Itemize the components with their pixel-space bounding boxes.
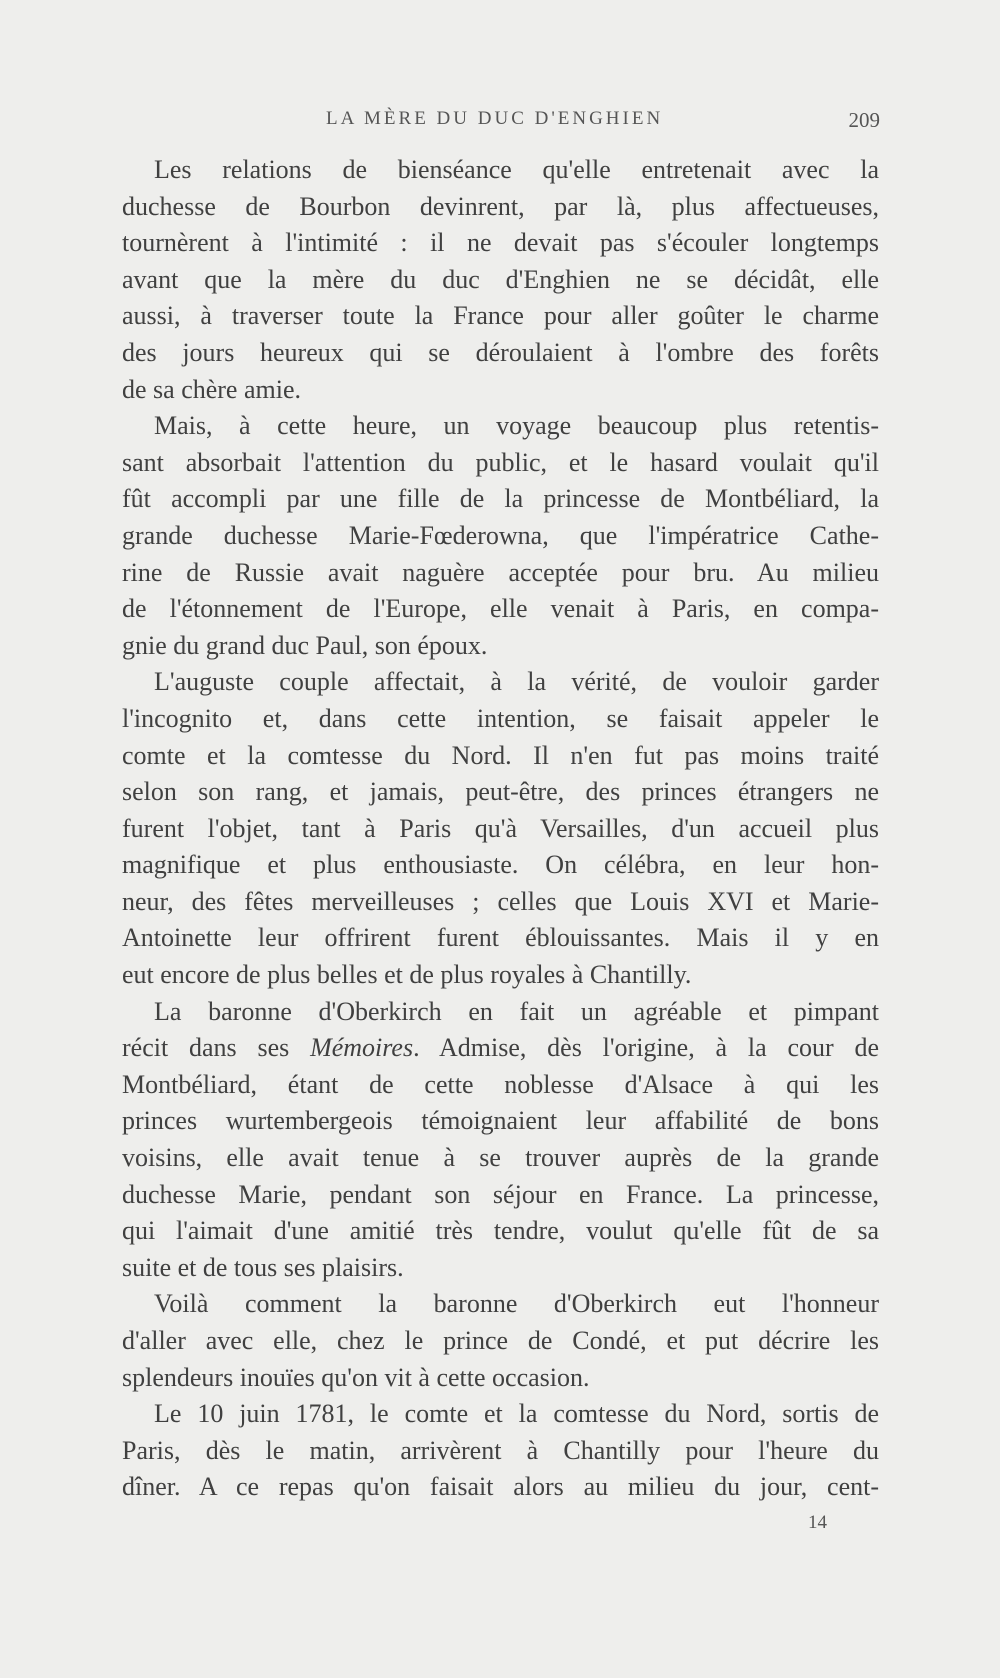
text-line: Voilà comment la baronne d'Oberkirch eut l'honneur: [154, 1289, 879, 1319]
paragraph-5: [122, 1286, 879, 1396]
text-line: rine de Russie avait naguère acceptée pour bru. Au milieu: [122, 557, 879, 587]
page-header: [120, 108, 880, 140]
text-line: La baronne d'Oberkirch en fait un agréable et pimpant: [154, 996, 879, 1026]
text-fragment: récit dans ses: [122, 1033, 311, 1063]
text-line: avant que la mère du duc d'Enghien ne se décidât, elle: [122, 264, 879, 294]
text-line: furent l'objet, tant à Paris qu'à Versailles, d'un accueil plus: [122, 813, 879, 843]
book-title-memoires: Mémoires: [310, 1033, 414, 1063]
text-line: Les relations de bienséance qu'elle entretenait avec la: [154, 155, 879, 184]
text-line: neur, des fêtes merveilleuses ; celles que Louis XVI et Marie-: [122, 886, 879, 916]
running-head: LA MÈRE DU DUC D'ENGHIEN: [326, 108, 664, 129]
text-line: qui l'aimait d'une amitié très tendre, voulut qu'elle fût de sa: [122, 1216, 879, 1246]
text-line: voisins, elle avait tenue à se trouver auprès de la grande: [122, 1143, 879, 1173]
text-line: duchesse de Bourbon devinrent, par là, plus affectueuses,: [122, 191, 879, 221]
text-line: eut encore de plus belles et de plus royales à Chantilly.: [122, 960, 692, 990]
text-line: sant absorbait l'attention du public, et le hasard voulait qu'il: [122, 447, 879, 477]
text-line: des jours heureux qui se déroulaient à l'ombre des forêts: [122, 337, 879, 367]
paragraph-4: [122, 994, 879, 1287]
text-line: princes wurtembergeois témoignaient leur affabilité de bons: [122, 1106, 879, 1136]
text-line: L'auguste couple affectait, à la vérité, de vouloir garder: [154, 667, 879, 697]
page-number: 209: [848, 108, 880, 132]
text-line: comte et la comtesse du Nord. Il n'en fut pas moins traité: [122, 740, 879, 770]
text-line: d'aller avec elle, chez le prince de Condé, et put décrire les: [122, 1326, 879, 1355]
paragraph-1: [122, 152, 879, 408]
text-line: tournèrent à l'intimité : il ne devait pas s'écouler longtemps: [122, 228, 879, 258]
body-text: [122, 152, 879, 1506]
text-line: fût accompli par une fille de la princesse de Montbéliard, la: [122, 484, 879, 514]
text-line: magnifique et plus enthousiaste. On célébra, en leur hon-: [122, 850, 879, 880]
text-line: de sa chère amie.: [122, 374, 302, 404]
text-line: aussi, à traverser toute la France pour aller goûter le charme: [122, 301, 879, 331]
text-line: splendeurs inouïes qu'on vit à cette occasion.: [122, 1362, 590, 1392]
paragraph-6: [122, 1396, 879, 1506]
text-line: Montbéliard, étant de cette noblesse d'Alsace à qui les: [122, 1069, 879, 1099]
paragraph-2: [122, 408, 879, 664]
text-line: grande duchesse Marie-Fœderowna, que l'impératrice Cathe-: [122, 520, 879, 550]
text-fragment: . Admise, dès l'origine, à la cour de: [413, 1033, 880, 1063]
text-line: selon son rang, et jamais, peut-être, des princes étrangers ne: [122, 777, 879, 807]
text-line: Mais, à cette heure, un voyage beaucoup plus retentis-: [154, 411, 879, 441]
text-line: duchesse Marie, pendant son séjour en France. La princesse,: [122, 1179, 879, 1209]
text-line: suite et de tous ses plaisirs.: [122, 1252, 404, 1282]
text-line: l'incognito et, dans cette intention, se faisait appeler le: [122, 703, 879, 733]
text-line: Antoinette leur offrirent furent éblouissantes. Mais il y en: [122, 923, 879, 953]
text-line: de l'étonnement de l'Europe, elle venait à Paris, en compa-: [122, 594, 879, 624]
paragraph-3: [122, 664, 879, 993]
text-line: Le 10 juin 1781, le comte et la comtesse du Nord, sortis de: [154, 1399, 879, 1429]
text-line: Paris, dès le matin, arrivèrent à Chantilly pour l'heure du: [122, 1435, 879, 1465]
text-line: dîner. A ce repas qu'on faisait alors au milieu du jour, cent-: [122, 1472, 879, 1502]
text-line: [122, 1030, 879, 1067]
signature-mark: 14: [808, 1512, 827, 1533]
text-line: gnie du grand duc Paul, son époux.: [122, 630, 488, 660]
